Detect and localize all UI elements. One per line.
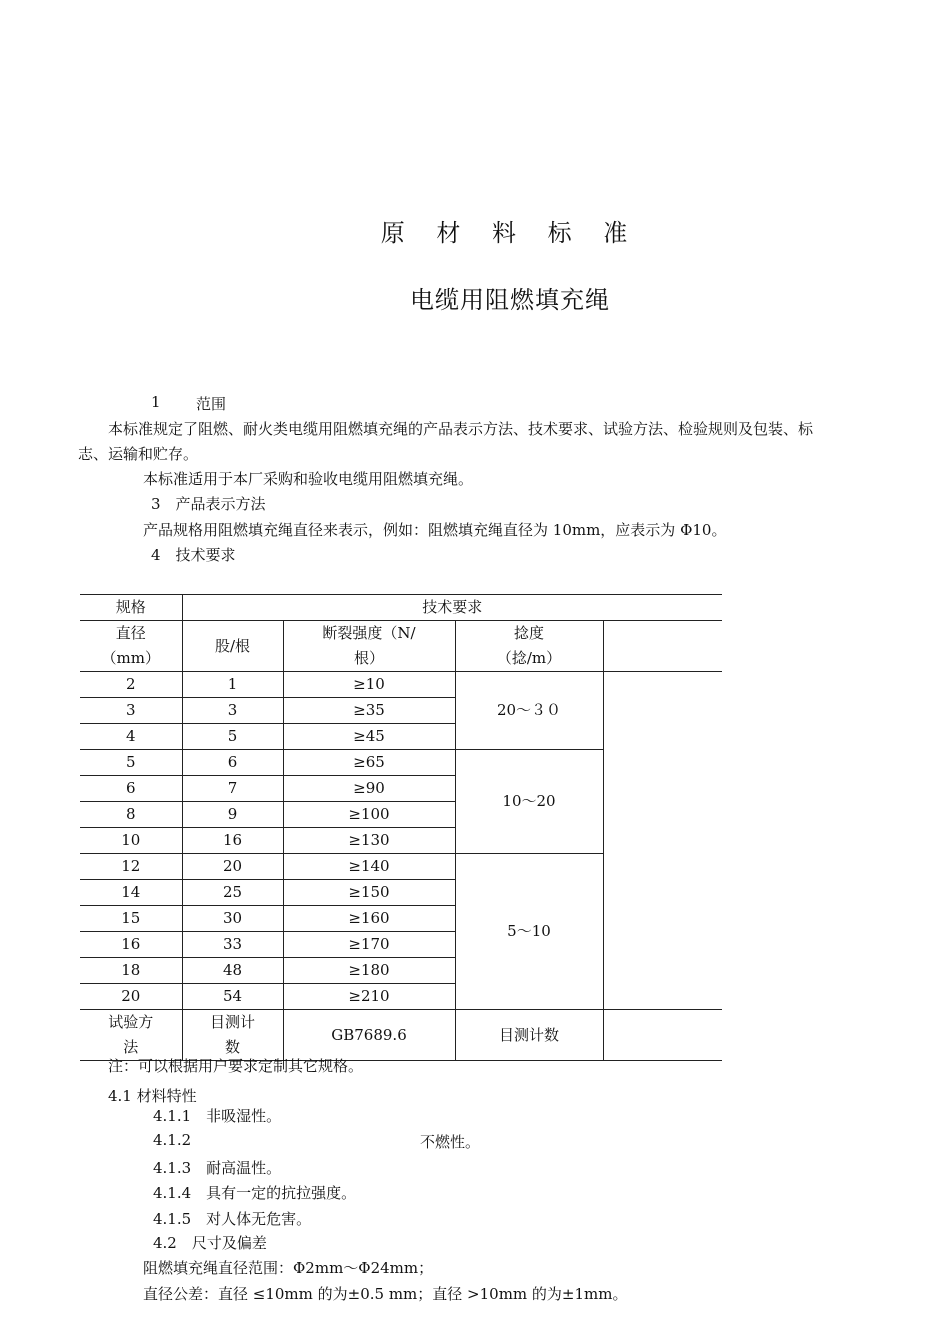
cell-strength: ≥45 [283, 724, 455, 750]
cell-method-twist: 目测计数 [455, 1010, 603, 1061]
document-subtitle: 电缆用阻燃填充绳 [410, 286, 610, 314]
header-strength-line-1: 断裂强度（N/ [322, 624, 416, 642]
method-label-line-2: 法 [123, 1038, 139, 1056]
diameter-tolerance-text: 直径公差：直径 ≤10mm 的为±0.5 mm；直径 >10mm 的为±1mm。 [143, 1285, 628, 1303]
cell-diameter: 12 [80, 854, 182, 880]
cell-empty-column [603, 672, 722, 1010]
table-note: 注：可以根据用户要求定制其它规格。 [108, 1057, 364, 1075]
cell-strength: ≥65 [283, 750, 455, 776]
item-4-1-1: 4.1.1 非吸湿性。 [153, 1107, 282, 1125]
cell-diameter: 5 [80, 750, 182, 776]
section-1-number: 1 [151, 393, 161, 411]
section-3-text: 产品规格用阻燃填充绳直径来表示，例如：阻燃填充绳直径为 10mm，应表示为 Φ10。 [143, 521, 727, 539]
item-4-1-3: 4.1.3 耐高温性。 [153, 1159, 282, 1177]
header-strength [283, 621, 455, 672]
cell-diameter: 16 [80, 932, 182, 958]
header-diameter-label: 直径 [115, 624, 146, 642]
header-empty [603, 621, 722, 672]
cell-diameter: 2 [80, 672, 182, 698]
cell-twist-group-3: 5～10 [455, 854, 603, 1010]
item-4-1-4: 4.1.4 具有一定的抗拉强度。 [153, 1184, 357, 1202]
cell-strength: ≥170 [283, 932, 455, 958]
cell-strength: ≥160 [283, 906, 455, 932]
cell-strands: 6 [182, 750, 283, 776]
diameter-range-text: 阻燃填充绳直径范围：Φ2mm～Φ24mm； [143, 1259, 434, 1277]
header-twist-unit: （捻/m） [496, 649, 562, 667]
cell-diameter: 18 [80, 958, 182, 984]
cell-strength: ≥90 [283, 776, 455, 802]
header-diameter [80, 621, 182, 672]
cell-diameter: 8 [80, 802, 182, 828]
scope-paragraph-line-1: 本标准规定了阻燃、耐火类电缆用阻燃填充绳的产品表示方法、技术要求、试验方法、检验规则及包装、标 [108, 420, 814, 438]
cell-strands: 33 [182, 932, 283, 958]
method-strands-line-1: 目测计 [209, 1013, 255, 1031]
cell-strands: 30 [182, 906, 283, 932]
cell-diameter: 14 [80, 880, 182, 906]
section-4-1-heading: 4.1 材料特性 [108, 1087, 197, 1105]
item-4-1-5: 4.1.5 对人体无危害。 [153, 1210, 312, 1228]
document-title: 原 材 料 标 准 [380, 219, 640, 247]
cell-method-strength: GB7689.6 [283, 1010, 455, 1061]
cell-strength: ≥35 [283, 698, 455, 724]
item-4-1-2-number: 4.1.2 [153, 1131, 192, 1149]
header-tech: 技术要求 [182, 595, 722, 621]
cell-diameter: 10 [80, 828, 182, 854]
cell-strength: ≥130 [283, 828, 455, 854]
cell-strength: ≥10 [283, 672, 455, 698]
cell-method-strands [182, 1010, 283, 1061]
cell-strands: 1 [182, 672, 283, 698]
cell-strength: ≥180 [283, 958, 455, 984]
cell-strands: 25 [182, 880, 283, 906]
scope-paragraph-line-2: 志、运输和贮存。 [78, 445, 199, 463]
cell-strands: 48 [182, 958, 283, 984]
table-row [80, 672, 722, 698]
header-twist [455, 621, 603, 672]
cell-strength: ≥100 [283, 802, 455, 828]
header-strength-line-2: 根） [353, 649, 384, 667]
cell-strands: 7 [182, 776, 283, 802]
method-strands-line-2: 数 [224, 1038, 240, 1056]
cell-strength: ≥140 [283, 854, 455, 880]
header-diameter-unit: （mm） [101, 649, 160, 667]
header-spec: 规格 [80, 595, 182, 621]
header-twist-label: 捻度 [513, 624, 544, 642]
cell-diameter: 6 [80, 776, 182, 802]
section-4-2-heading: 4.2 尺寸及偏差 [153, 1234, 267, 1252]
cell-diameter: 4 [80, 724, 182, 750]
section-4-heading: 4 技术要求 [151, 546, 236, 564]
spec-table [80, 594, 722, 1061]
test-method-row [80, 1010, 722, 1061]
cell-method-label [80, 1010, 182, 1061]
scope-paragraph-line-3: 本标准适用于本厂采购和验收电缆用阻燃填充绳。 [143, 470, 474, 488]
cell-strands: 9 [182, 802, 283, 828]
cell-strands: 5 [182, 724, 283, 750]
section-3-heading: 3 产品表示方法 [151, 495, 266, 513]
cell-diameter: 3 [80, 698, 182, 724]
cell-method-empty [603, 1010, 722, 1061]
cell-strands: 20 [182, 854, 283, 880]
section-1-heading: 范围 [196, 395, 227, 413]
cell-twist-group-1: 20～３０ [455, 672, 603, 750]
cell-diameter: 20 [80, 984, 182, 1010]
cell-strands: 3 [182, 698, 283, 724]
cell-diameter: 15 [80, 906, 182, 932]
cell-strength: ≥150 [283, 880, 455, 906]
method-label-line-1: 试验方 [108, 1013, 154, 1031]
cell-strands: 54 [182, 984, 283, 1010]
item-4-1-2-text: 不燃性。 [420, 1133, 481, 1151]
cell-strength: ≥210 [283, 984, 455, 1010]
cell-twist-group-2: 10～20 [455, 750, 603, 854]
cell-strands: 16 [182, 828, 283, 854]
header-strands: 股/根 [182, 621, 283, 672]
